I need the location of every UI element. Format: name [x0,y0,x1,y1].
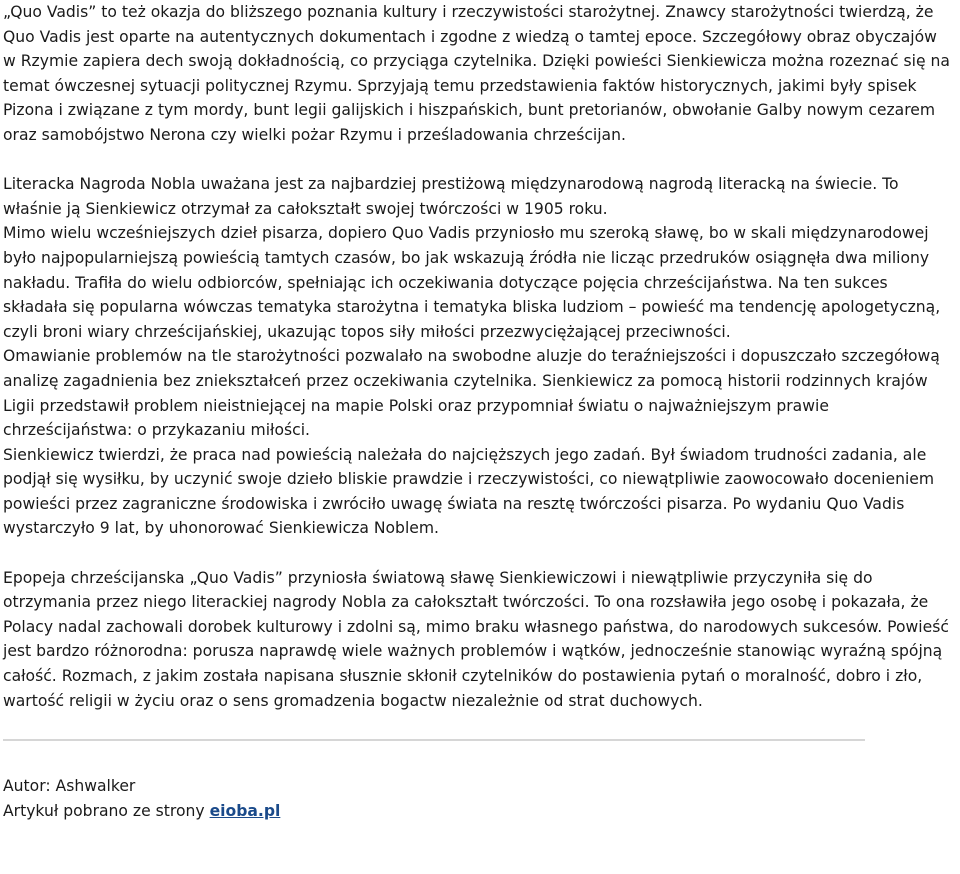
author-line: Autor: Ashwalker [3,777,136,796]
article-block-1 [3,0,953,148]
source-prefix: Artykuł pobrano ze strony [3,801,210,820]
paragraph: Epopeja chrześcijanska „Quo Vadis” przyniosła światową sławę Sienkiewiczowi i niewątpliwie przyczyniła się do otrzymania przez niego literackiej nagrody Nobla za całokształt twórczości. To ona rozsławiła jego osobę i pokazała, że Polacy nadal zachowali dorobek kulturowy i zdolni są, mimo braku własnego państwa, do narodowych sukcesów. Powieść jest bardzo różnorodna: porusza naprawdę wiele ważnych problemów i wątków, jednocześnie stanowiąc wyraźną spójną całość. Rozmach, z jakim została napisana słusznie skłonił czytelników do postawienia pytań o moralność, dobro i zło, wartość religii w życiu oraz o sens gromadzenia bogactw niezależnie od strat duchowych. [3,568,949,710]
footer-divider [3,739,865,741]
article-page [3,0,953,823]
paragraph-gap [3,148,953,173]
paragraph: Mimo wielu wcześniejszych dzieł pisarza, dopiero Quo Vadis przyniosło mu szeroką sławę, bo w skali międzynarodowej było najpopularniejszą powieścią tamtych czasów, bo jak wskazują źródła nie licząc przedruków osiągnęła dwa miliony nakładu. Trafiła do wielu odbiorców, spełniając ich oczekiwania dotyczące pojęcia chrześcijaństwa. Na ten sukces składała się popularna wówczas tematyka starożytna i tematyka bliska ludziom – powieść ma tendencję apologetyczną, czyli broni wiary chrześcijańskiej, ukazując topos siły miłości przezwyciężającej przeciwności. [3,224,941,341]
paragraph: Sienkiewicz twierdzi, że praca nad powieścią należała do najcięższych jego zadań. Był świadom trudności zadania, ale podjął się wysiłku, by uczynić swoje dzieło bliskie prawdzie i rzeczywistości, co niewątpliwie zaowocowało docenieniem powieści przez zagraniczne środowiska i zwróciło uwagę świata na resztę twórczości pisarza. Po wydaniu Quo Vadis wystarczyło 9 lat, by uhonorować Sienkiewicza Noblem. [3,445,935,538]
article-block-2 [3,172,953,541]
paragraph: Literacka Nagroda Nobla uważana jest za najbardziej prestiżową międzynarodową nagrodą literacką na świecie. To właśnie ją Sienkiewicz otrzymał za całokształt swojej twórczości w 1905 roku. [3,175,899,218]
paragraph-gap [3,541,953,566]
article-block-3 [3,566,953,714]
source-link[interactable]: eioba.pl [209,801,281,820]
source-line [3,799,953,824]
paragraph: „Quo Vadis” to też okazja do bliższego poznania kultury i rzeczywistości starożytnej. Znawcy starożytności twierdzą, że Quo Vadis jest oparte na autentycznych dokumentach i zgodne z wiedzą o tamtej epoce. Szczegółowy obraz obyczajów w Rzymie zapiera dech swoją dokładnością, co przyciąga czytelnika. Dzięki powieści Sienkiewicza można rozeznać się na temat ówczesnej sytuacji politycznej Rzymu. Sprzyjają temu przedstawienia faktów historycznych, jakimi były spisek Pizona i związane z tym mordy, bunt legii galijskich i hiszpańskich, bunt pretorianów, obwołanie Galby nowym cezarem oraz samobójstwo Nerona czy wielki pożar Rzymu i prześladowania chrześcijan. [3,3,950,144]
paragraph: Omawianie problemów na tle starożytności pozwalało na swobodne aluzje do teraźniejszości i dopuszczało szczegółową analizę zagadnienia bez zniekształceń przez oczekiwania czytelnika. Sienkiewicz za pomocą historii rodzinnych krajów Ligii przedstawił problem nieistniejącej na mapie Polski oraz przypomniał światu o najważniejszym prawie chrześcijaństwa: o przykazaniu miłości. [3,347,940,440]
article-footer [3,774,953,823]
